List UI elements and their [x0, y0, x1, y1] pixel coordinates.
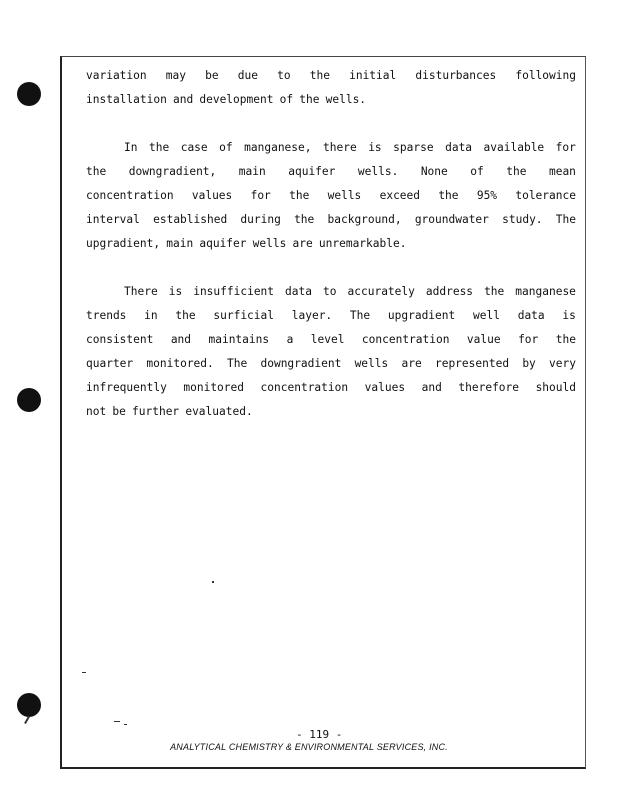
text-line: upgradient, main aquifer wells are unremarkable. [86, 237, 407, 250]
text-line: infrequently monitored concentration values and therefore should [86, 381, 576, 394]
text-line: consistent and maintains a level concentration value for the [86, 333, 576, 346]
scan-speck [24, 716, 30, 724]
paragraph-2 [86, 136, 576, 256]
scan-speck [124, 724, 127, 725]
punch-hole-middle [17, 388, 41, 412]
text-line: quarter monitored. The downgradient wells are represented by very [86, 357, 576, 370]
text-line: trends in the surficial layer. The upgradient well data is [86, 309, 576, 322]
company-footer: ANALYTICAL CHEMISTRY & ENVIRONMENTAL SERVICES, INC. [170, 742, 448, 752]
text-line: installation and development of the wells. [86, 93, 367, 106]
scan-speck [212, 581, 214, 583]
text-line: not be further evaluated. [86, 405, 253, 418]
text-line: concentration values for the wells exceed the 95% tolerance [86, 189, 576, 202]
text-line: variation may be due to the initial disturbances following [86, 69, 576, 82]
punch-hole-bottom [17, 693, 41, 717]
scan-speck [82, 672, 86, 673]
punch-hole-top [17, 82, 41, 106]
text-line: interval established during the background, groundwater study. The [86, 213, 576, 226]
page-number: - 119 - [296, 728, 343, 741]
text-line: In the case of manganese, there is sparse data available for [124, 141, 576, 154]
scan-speck [114, 721, 120, 722]
paragraph-3 [86, 280, 576, 424]
paragraph-1 [86, 64, 576, 112]
text-line: the downgradient, main aquifer wells. None of the mean [86, 165, 576, 178]
text-line: There is insufficient data to accurately address the manganese [124, 285, 576, 298]
